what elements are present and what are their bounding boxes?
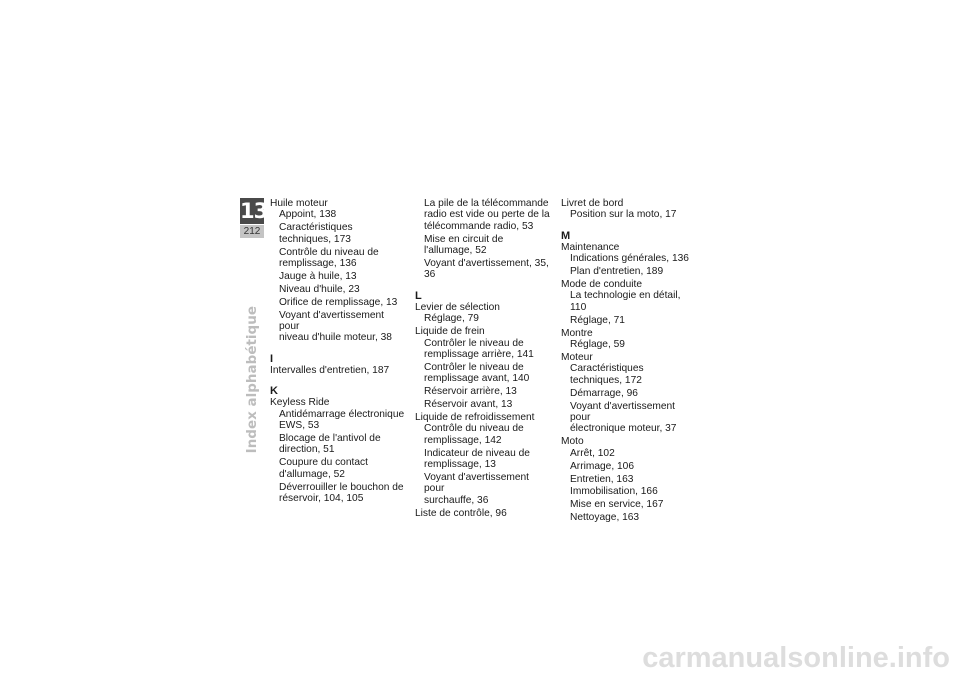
- index-subentry: Déverrouiller le bouchon de réservoir, 104, 105: [279, 481, 404, 505]
- index-letter: L: [415, 289, 422, 302]
- index-subentry: Plan d'entretien, 189: [570, 266, 664, 278]
- index-subentry: Réservoir avant, 13: [424, 399, 513, 411]
- index-entry: Moteur: [561, 351, 593, 363]
- index-subentry: Entretien, 163: [570, 473, 634, 485]
- index-subentry: Niveau d'huile, 23: [279, 283, 360, 295]
- index-subentry: La pile de la télécommande radio est vide ou perte de la télécommande radio, 53: [424, 198, 550, 232]
- index-column-3: [561, 198, 696, 525]
- index-subentry: Arrêt, 102: [570, 447, 615, 459]
- index-subentry: Immobilisation, 166: [570, 486, 658, 498]
- index-entry: Liquide de frein: [415, 326, 485, 338]
- index-subentry: Antidémarrage électronique EWS, 53: [279, 408, 405, 432]
- index-subentry: Voyant d'avertissement pour électronique moteur, 37: [570, 400, 677, 435]
- index-subentry: Caractéristiques techniques, 173: [279, 222, 353, 245]
- index-subentry: Caractéristiques techniques, 172: [570, 363, 644, 386]
- index-subentry: Réglage, 59: [570, 339, 625, 351]
- index-subentry: Jauge à huile, 13: [279, 270, 357, 282]
- index-entry: Huile moteur: [270, 198, 328, 209]
- index-entry: Livret de bord: [561, 198, 624, 209]
- index-subentry: Coupure du contact d'allumage, 52: [279, 457, 368, 480]
- index-subentry: Appoint, 138: [279, 209, 337, 221]
- index-subentry: Orifice de remplissage, 13: [279, 296, 398, 308]
- index-subentry: Blocage de l'antivol de direction, 51: [279, 433, 381, 456]
- index-letter: I: [270, 352, 274, 365]
- index-entry: Liste de contrôle, 96: [415, 507, 507, 519]
- index-subentry: Voyant d'avertissement pour surchauffe, 36: [424, 472, 530, 506]
- index-column-1: [270, 198, 405, 506]
- index-entry: Montre: [561, 327, 593, 339]
- section-label-text: Index alphabétique: [244, 306, 260, 454]
- index-subentry: Contrôler le niveau de remplissage arrière, 141: [424, 337, 534, 360]
- index-entry: Mode de conduite: [561, 279, 642, 291]
- index-subentry: Mise en service, 167: [570, 499, 664, 511]
- index-entry: Intervalles d'entretien, 187: [270, 364, 390, 376]
- index-entry: Keyless Ride: [270, 397, 330, 409]
- index-subentry: Indications générales, 136: [570, 253, 689, 265]
- index-entry: Levier de sélection: [415, 301, 500, 313]
- index-subentry: Indicateur de niveau de remplissage, 13: [424, 447, 530, 471]
- page-number: 212: [240, 225, 264, 238]
- index-letter: M: [561, 229, 571, 242]
- index-subentry: Démarrage, 96: [570, 387, 638, 399]
- index-subentry: Position sur la moto, 17: [570, 209, 677, 221]
- index-column-2: [415, 198, 550, 519]
- index-subentry: La technologie en détail, 110: [570, 290, 681, 313]
- index-subentry: Voyant d'avertissement pour niveau d'huile moteur, 38: [279, 309, 392, 344]
- index-subentry: Arrimage, 106: [570, 460, 634, 472]
- index-subentry: Contrôler le niveau de remplissage avant, 140: [424, 361, 530, 385]
- index-subentry: Réglage, 71: [570, 314, 625, 326]
- index-subentry: Réservoir arrière, 13: [424, 386, 517, 398]
- index-subentry: Mise en circuit de l'allumage, 52: [424, 233, 504, 257]
- index-letter: K: [270, 385, 278, 398]
- index-subentry: Voyant d'avertissement, 35, 36: [424, 258, 549, 281]
- index-subentry: Réglage, 79: [424, 313, 479, 325]
- watermark: carmanualsonline.info: [642, 642, 950, 674]
- index-subentry: Contrôle du niveau de remplissage, 136: [279, 246, 379, 270]
- index-entry: Moto: [561, 436, 584, 448]
- section-label: [240, 306, 264, 454]
- index-subentry: Contrôle du niveau de remplissage, 142: [424, 423, 524, 446]
- index-entry: Liquide de refroidissement: [415, 412, 535, 423]
- index-subentry: Nettoyage, 163: [570, 512, 640, 524]
- chapter-marker: [240, 198, 268, 238]
- index-entry: Maintenance: [561, 241, 620, 253]
- chapter-number: 13: [240, 199, 268, 223]
